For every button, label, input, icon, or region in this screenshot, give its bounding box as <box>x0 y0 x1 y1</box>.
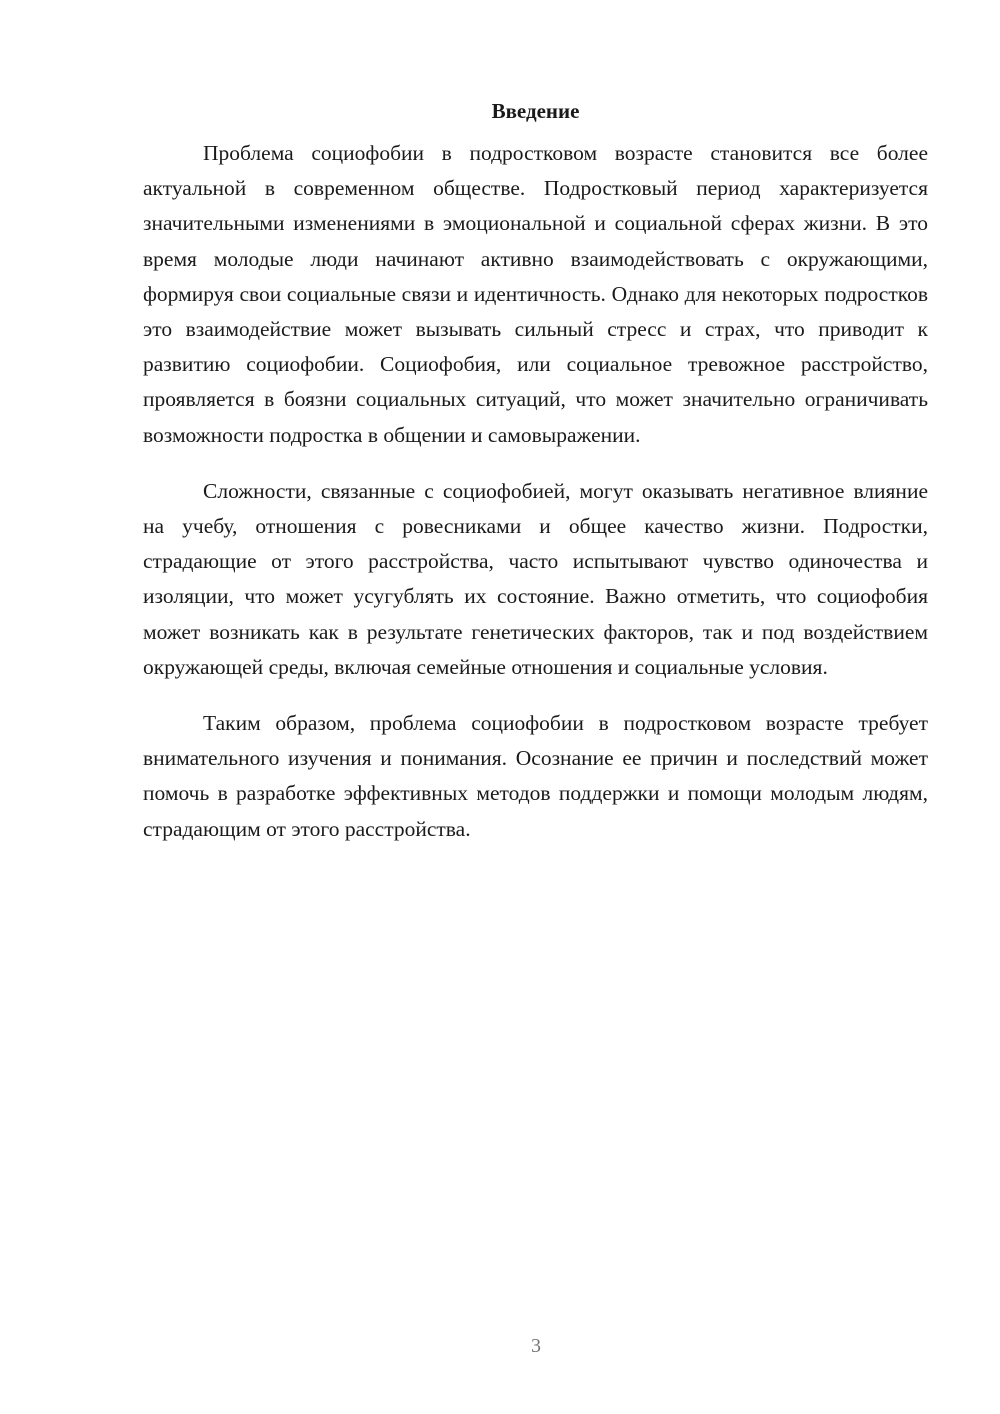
paragraph-3: Таким образом, проблема социофобии в подростковом возрасте требует внимательного изучения и понимания. Осознание ее причин и последствий может помочь в разработке эффективных методов поддержки и помощи молодым людям, страдающим от этого расстройства. <box>143 711 928 841</box>
section-heading: Введение <box>491 99 580 123</box>
page-number: 3 <box>531 1335 541 1357</box>
page-content <box>143 96 928 868</box>
paragraph-1: Проблема социофобии в подростковом возрасте становится все более актуальной в современном обществе. Подростковый период характеризуется значительными изменениями в эмоциональной и социальной сферах жизни. В это время молодые люди начинают активно взаимодействовать с окружающими, формируя свои социальные связи и идентичность. Однако для некоторых подростков это взаимодействие может вызывать сильный стресс и страх, что приводит к развитию социофобии. Социофобия, или социальное тревожное расстройство, проявляется в боязни социальных ситуаций, что может значительно ограничивать возможности подростка в общении и самовыражении. <box>143 141 928 447</box>
paragraph-2: Сложности, связанные с социофобией, могут оказывать негативное влияние на учебу, отношения с ровесниками и общее качество жизни. Подростки, страдающие от этого расстройства, часто испытывают чувство одиночества и изоляции, что может усугублять их состояние. Важно отметить, что социофобия может возникать как в результате генетических факторов, так и под воздействием окружающей среды, включая семейные отношения и социальные условия. <box>143 478 928 679</box>
